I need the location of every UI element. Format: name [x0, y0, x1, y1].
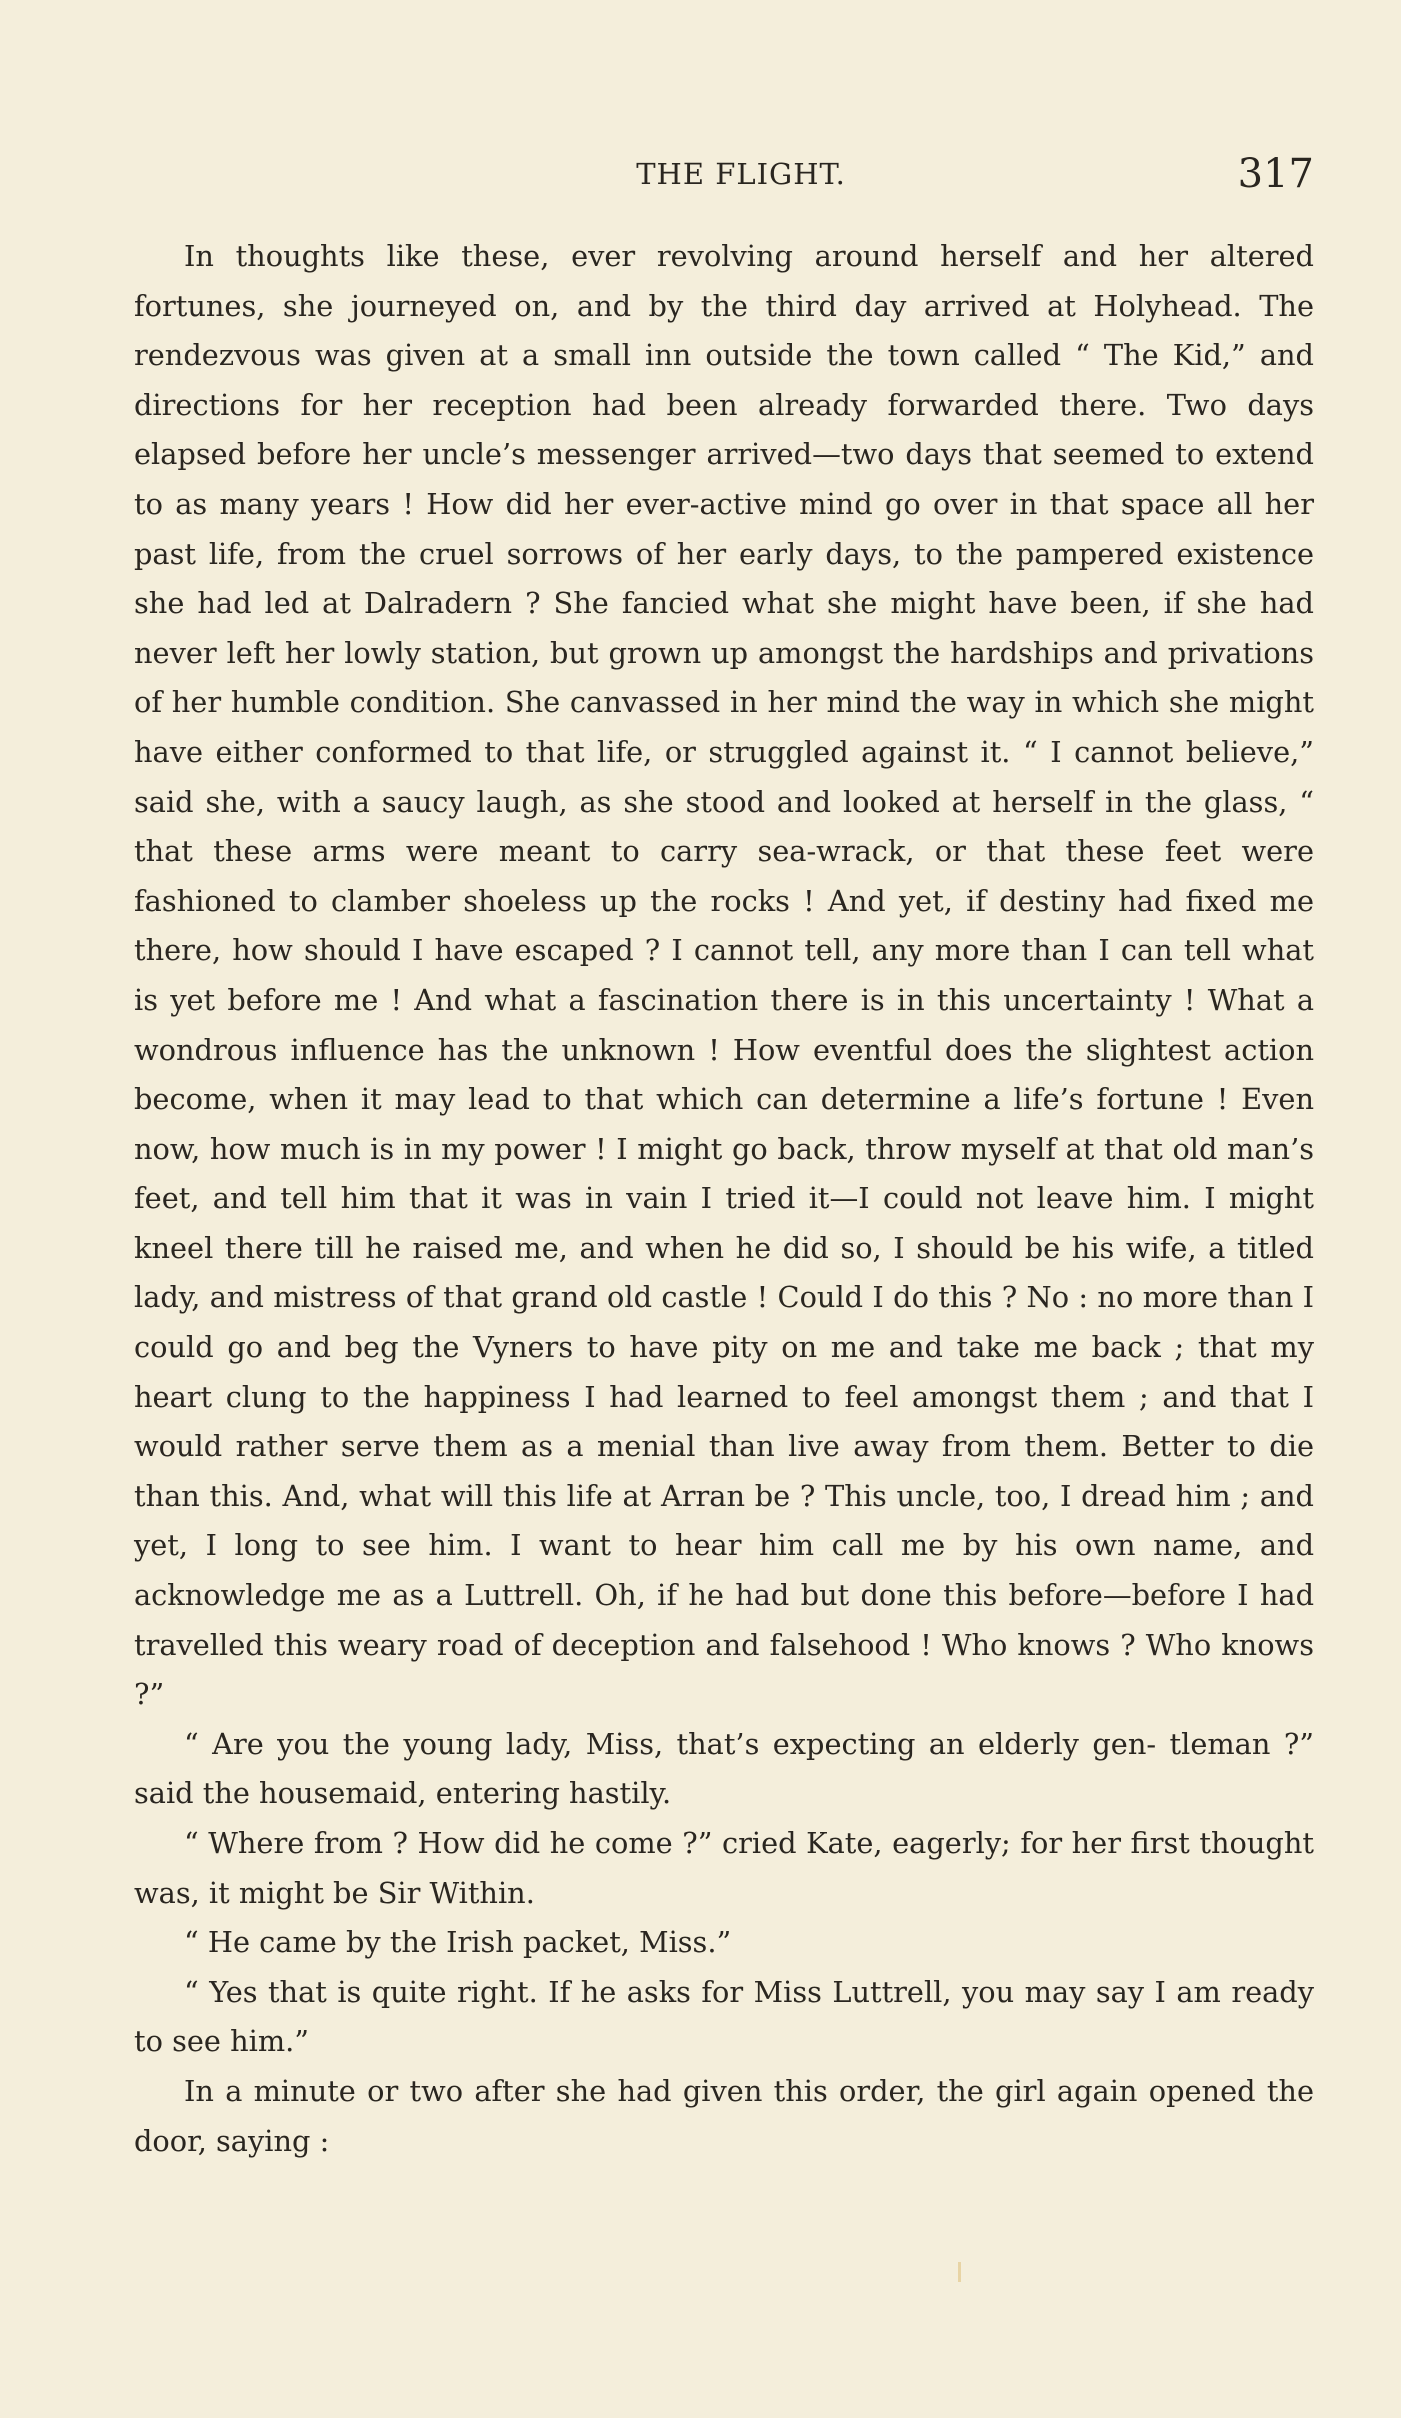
- paragraph: “ Yes that is quite right. If he asks for Miss Luttrell, you may say I am ready to see him.”: [134, 1974, 1314, 2059]
- chapter-title: THE FLIGHT.: [636, 157, 846, 191]
- paper-speck: [958, 2262, 961, 2282]
- page-number: 317: [1237, 151, 1314, 197]
- paragraph: “ He came by the Irish packet, Miss.”: [184, 1925, 732, 1960]
- paragraph: In a minute or two after she had given this order, the girl again opened the door, saying :: [134, 2073, 1314, 2158]
- body-text: [134, 232, 1314, 2166]
- paragraph: “ Where from ? How did he come ?” cried Kate, eagerly; for her first thought was, it might be Sir Within.: [134, 1826, 1314, 1910]
- paragraph: In thoughts like these, ever revolving around herself and her altered fortunes, she journeyed on, and by the third day arrived at Holyhead. The rendezvous was given at a small inn outside the town called “ The Kid,” and directions for her reception had been already forwarded there. Two days elapsed before her uncle’s messenger arrived—two days that seemed to extend to as many years ! How did her ever-active mind go over in that space all her past life, from the cruel sorrows of her early days, to the pampered existence she had led at Dalradern ? She fancied what she might have been, if she had never left her lowly station, but grown up amongst the hardships and privations of her humble condition. She canvassed in her mind the way in which she might have either conformed to that life, or struggled against it. “ I cannot believe,” said she, with a saucy laugh, as she stood and looked at herself in the glass, “ that these arms were meant to carry sea-wrack, or that these feet were fashioned to clamber shoeless up the rocks ! And yet, if destiny had fixed me there, how should I have escaped ? I cannot tell, any more than I can tell what is yet before me ! And what a fascination there is in this uncertainty ! What a wondrous influence has the unknown ! How eventful does the slightest action become, when it may lead to that which can determine a life’s fortune ! Even now, how much is in my power ! I might go back, throw myself at that old man’s feet, and tell him that it was in vain I tried it—I could not leave him. I might kneel there till he raised me, and when he did so, I should be his wife, a titled lady, and mistress of that grand old castle ! Could I do this ? No : no more than I could go and beg the Vyners to have pity on me and take me back ; that my heart clung to the happiness I had learned to feel amongst them ; and that I would rather serve them as a menial than live away from them. Better to die than this. And, what will this life at Arran be ? This uncle, too, I dread him ; and yet, I long to see him. I want to hear him call me by his own name, and acknowledge me as a Luttrell. Oh, if he had but done this before—before I had travelled this weary road of deception and falsehood ! Who knows ? Who knows ?”: [134, 239, 1314, 1712]
- running-head: [168, 150, 1314, 198]
- paragraph: “ Are you the young lady, Miss, that’s expecting an elderly gen- tleman ?” said the housemaid, entering hastily.: [134, 1726, 1314, 1811]
